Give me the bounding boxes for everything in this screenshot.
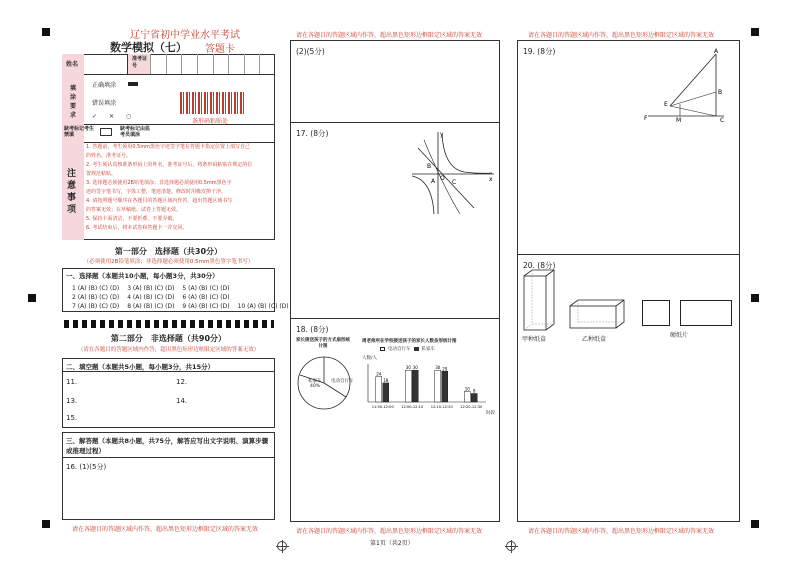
- q17-function-graph: [404, 128, 496, 216]
- warning-text: 请在各题目的答题区域内作答，超出黑色矩形边框限定区域的答案无效: [528, 32, 715, 39]
- q14-label: 14.: [176, 397, 188, 405]
- box-b-drawing: [568, 298, 626, 330]
- divider: [62, 124, 275, 125]
- bar-ylabel: 人数/人: [362, 356, 378, 361]
- pie-title: 家长接送孩子的方式扇形统计图: [296, 338, 350, 349]
- svg-text:O: O: [440, 175, 445, 182]
- choice-grid: [72, 284, 289, 310]
- svg-text:B: B: [427, 163, 432, 170]
- x-tick-label: 12:10-12:20: [430, 405, 453, 409]
- legend-swatch-ebike: [380, 347, 385, 351]
- bar-car: [412, 370, 418, 402]
- bar-car: [442, 371, 448, 402]
- exam-no-label: 准考证号: [132, 56, 148, 69]
- choice-item[interactable]: 8 (A) (B) (C) (D): [127, 302, 175, 310]
- bar-xlabel: 时段: [486, 411, 495, 416]
- divider: [290, 318, 500, 319]
- bar-value-label: 29: [442, 366, 448, 372]
- wrong-fill-label: 错误填涂: [92, 100, 117, 107]
- divider: [62, 371, 275, 372]
- q12-label: 12.: [176, 378, 188, 386]
- notice-line: 6. 考试结束后，将本试卷和答题卡一并交回。: [86, 225, 188, 231]
- timing-marks: [64, 320, 274, 328]
- bar-value-label: 18: [383, 377, 389, 383]
- missing-checkbox[interactable]: [100, 128, 112, 136]
- divider: [62, 74, 275, 75]
- divider: [517, 254, 740, 255]
- point-e-label: E: [664, 101, 668, 108]
- correct-fill-label: 正确填涂: [92, 82, 117, 89]
- bar-chart: [360, 362, 494, 412]
- bar-value-label: 30: [435, 365, 441, 371]
- cardboard-label: 硬纸片: [670, 332, 689, 339]
- bar-legend: [380, 346, 435, 352]
- cardboard-square: [642, 300, 670, 326]
- part2-title: 第二部分 非选择题（共90分）: [110, 334, 227, 343]
- solve-section-title: 三、解答题（本题共8小题，共75分，解答应写出文字说明、演算步骤或推理过程）: [66, 437, 269, 455]
- x-tick-label: 11:50-12:00: [371, 405, 394, 409]
- choice-item[interactable]: 1 (A) (B) (C) (D): [72, 284, 120, 292]
- notice-label: 注意事项: [67, 169, 77, 215]
- registration-mark: [28, 294, 36, 302]
- missing-label: 缺考标记考生禁填: [64, 126, 95, 138]
- svg-text:C: C: [452, 179, 457, 186]
- divider: [290, 122, 500, 123]
- point-a-label: A: [714, 48, 719, 55]
- pie-label-car-pct: 40%: [310, 384, 321, 389]
- registration-mark: [42, 28, 50, 36]
- q13-label: 13.: [66, 397, 78, 405]
- bar-value-label: 30: [412, 365, 418, 371]
- registration-mark: [42, 520, 50, 528]
- box-a-drawing: [522, 268, 556, 332]
- q18-label: 18. (8分): [296, 325, 329, 334]
- q15-label: 15.: [66, 414, 78, 422]
- notice-line: 2. 考生须认真核准条形码上的姓名、准考证号后，将条形码粘贴在规定的位: [86, 162, 253, 168]
- q19-label: 19. (8分): [523, 47, 556, 56]
- svg-text:y: y: [440, 131, 444, 138]
- barcode-area: [180, 92, 246, 114]
- warning-text: 请在各题目的答题区域内作答，超出黑色矩形边框限定区域的答案无效: [528, 528, 715, 535]
- registration-mark: [751, 294, 759, 302]
- name-input[interactable]: [84, 54, 128, 74]
- choice-item[interactable]: 3 (A) (B) (C) (D): [127, 284, 175, 292]
- missing-right-label: 缺考标记由监考员填涂: [120, 126, 151, 138]
- title-line1: 辽宁省初中学业水平考试: [130, 30, 240, 41]
- warning-text: 请在各题目的答题区域内作答，超出黑色矩形边框限定区域的答案无效: [72, 526, 259, 533]
- choice-section-title: 一、选择题（本题共10小题，每小题3分，共30分）: [66, 272, 219, 280]
- q17-label: 17. (8分): [296, 129, 329, 138]
- bar-title: 周老师所在学校接送孩子的家长人数条形统计图: [362, 339, 457, 344]
- point-f-label: F: [644, 115, 648, 122]
- part1-title: 第一部分 选择题（共30分）: [114, 247, 223, 256]
- x-tick-label: 12:00-12:10: [401, 405, 424, 409]
- choice-item[interactable]: 2 (A) (B) (C) (D): [72, 293, 120, 301]
- fill-label: 填涂要求: [69, 85, 76, 119]
- warning-text: 请在各题目的答题区域内作答，超出黑色矩形边框限定区域的答案无效: [296, 32, 483, 39]
- bar-ebike: [464, 391, 470, 402]
- choice-item[interactable]: 7 (A) (B) (C) (D): [72, 302, 120, 310]
- crosshair-icon: [506, 541, 516, 551]
- page-footer: 第1页（共2页）: [370, 540, 414, 547]
- correct-fill-sample: [128, 82, 138, 86]
- legend-label-car: 私家车: [421, 347, 435, 352]
- title-suffix: 答题卡: [205, 44, 235, 55]
- q11-label: 11.: [66, 378, 78, 386]
- notice-line: 的姓名、准考证号。: [86, 153, 132, 159]
- answer-column-2[interactable]: [290, 40, 500, 522]
- title-line2: 数学模拟（七）: [110, 41, 187, 54]
- q20-label: 20. (8分): [523, 261, 556, 270]
- registration-mark: [751, 520, 759, 528]
- choice-item[interactable]: 5 (A) (B) (C) (D): [182, 284, 230, 292]
- cardboard-rect: [680, 300, 732, 326]
- svg-text:x: x: [489, 176, 493, 183]
- point-c-label: C: [720, 117, 725, 124]
- registration-mark: [751, 28, 759, 36]
- legend-label-ebike: 电动自行车: [388, 347, 411, 352]
- crosshair-icon: [277, 541, 287, 551]
- box-a-label: 甲种纸盒: [522, 336, 547, 343]
- pie-label-car: 私家车: [308, 379, 322, 384]
- legend-swatch-car: [414, 347, 419, 351]
- x-tick-label: 12:20-12:30: [460, 405, 483, 409]
- q16-label: 16. (1)(5分): [66, 463, 107, 471]
- notice-line: 4. 请按照题号顺序在各题目的答题区域内作答，超出答题区域书写: [86, 198, 233, 204]
- warning-text: 请在各题目的答题区域内作答，超出黑色矩形边框限定区域的答案无效: [296, 528, 483, 535]
- choice-item[interactable]: 4 (A) (B) (C) (D): [127, 293, 175, 301]
- pie-label-ebike: 电动自行车: [331, 379, 354, 384]
- divider: [62, 457, 275, 458]
- box-b-label: 乙种纸盒: [582, 336, 607, 343]
- point-b-label: B: [718, 89, 723, 96]
- barcode-label: 条形码粘贴处: [192, 118, 229, 125]
- name-label: 姓名: [66, 61, 79, 68]
- bar-ebike: [405, 370, 411, 402]
- bar-value-label: 30: [405, 365, 411, 371]
- choice-item[interactable]: 10 (A) (B) (C) (D): [237, 302, 289, 310]
- bar-car: [471, 394, 477, 402]
- notice-text: [86, 143, 274, 239]
- notice-line: 的答案无效；在草稿纸、试卷上答题无效。: [86, 207, 182, 213]
- part1-instruction: （必须使用2B铅笔填涂；非选择题必须使用0.5mm黑色签字笔书写）: [83, 259, 254, 265]
- q19-geometry-figure: [640, 48, 732, 124]
- bar-value-label: 8: [472, 388, 476, 394]
- bar-ebike: [376, 377, 382, 402]
- wrong-fill-samples: ✓ ✕ ○: [92, 113, 132, 120]
- bar-car: [383, 383, 389, 402]
- bar-value-label: 24: [376, 371, 382, 377]
- bar-ebike: [435, 370, 441, 402]
- notice-line: 迹的签字笔书写，字体工整，笔迹清楚。修改时用橡皮擦干净。: [86, 189, 227, 195]
- q16-part2-label: (2)(5分): [296, 47, 325, 56]
- notice-line: 3. 选择题必须使用2B铅笔填涂；非选择题必须使用0.5mm黑色字: [86, 180, 232, 186]
- notice-line: 置规范粘贴。: [86, 171, 117, 177]
- fill-section-title: 二、填空题（本题共5小题，每小题3分，共15分）: [66, 363, 215, 371]
- notice-line: 1. 答题前，考生须用0.5mm黑色字迹签字笔在答题卡指定位置上填写自己: [86, 144, 251, 150]
- choice-item[interactable]: 9 (A) (B) (C) (D): [182, 302, 230, 310]
- bar-value-label: 10: [464, 386, 470, 392]
- part2-instruction: （请在各题目的答题区域内作答，超出黑色矩形边框限定区域的答案无效）: [77, 347, 260, 353]
- svg-text:A: A: [431, 178, 436, 185]
- exam-no-input[interactable]: [150, 54, 275, 74]
- point-m-label: M: [676, 117, 682, 124]
- choice-item[interactable]: 6 (A) (B) (C) (D): [182, 293, 230, 301]
- notice-line: 5. 保持卡面清洁，不要折叠，不要弄破。: [86, 216, 178, 222]
